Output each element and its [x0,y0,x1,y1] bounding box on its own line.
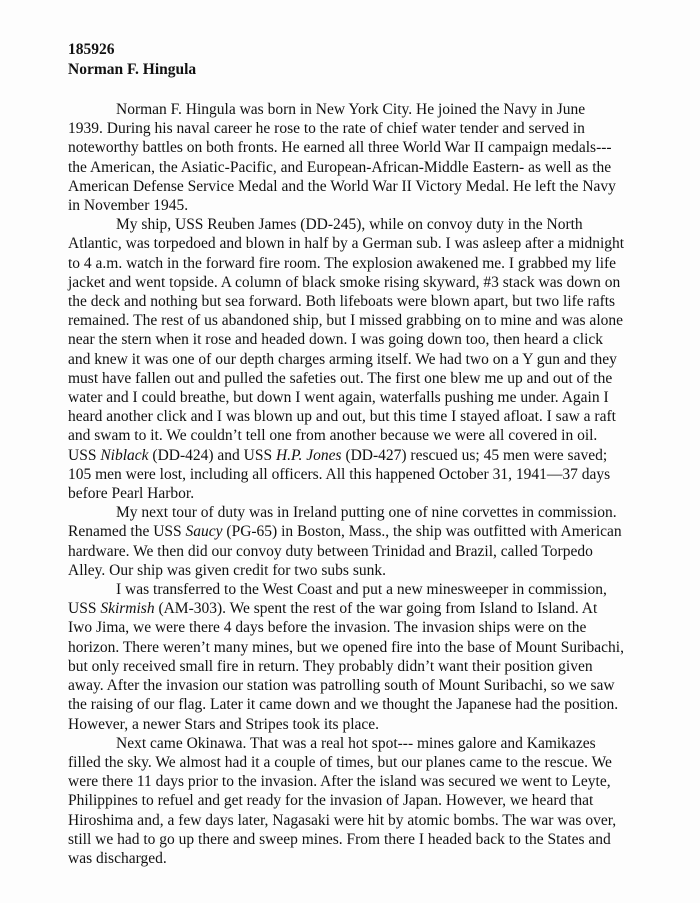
text-line: My next tour of duty was in Ireland putting one of nine corvettes in commission. [116,504,617,522]
ship-name: Skirmish [100,600,155,618]
text-line: hardware. We then did our convoy duty between Trinidad and Brazil, called Torpedo [68,542,593,560]
text-line: Iwo Jima, we were there 4 days before the invasion. The invasion ships were on the [68,619,587,637]
text-line: was discharged. [68,849,167,867]
paragraph [68,215,668,503]
document-body [68,40,668,868]
text-line: water and I could breathe, but down I went again, waterfalls pushing me under. Again I [68,389,609,407]
paragraph [68,734,668,868]
text-line: must have fallen out and pulled the safeties out. The first one blew me up and out of the [68,369,613,387]
text-line: away. After the invasion our station was patrolling south of Mount Suribachi, so we saw [68,677,615,695]
ship-name: Saucy [185,523,223,541]
text-line: jacket and went topside. A column of black smoke rising skyward, #3 stack was down on [68,273,621,291]
text-line: the deck and nothing but sea forward. Both lifeboats were blown apart, but two life rafts [68,293,616,311]
text-line: USS Niblack (DD-424) and USS H.P. Jones (DD-427) rescued us; 45 men were saved; [68,446,608,464]
text-line: remained. The rest of us abandoned ship, but I missed grabbing on to mine and was alone [68,312,624,330]
text-line: 105 men were lost, including all officers. All this happened October 31, 1941—37 days [68,465,611,483]
text-line: Renamed the USS Saucy (PG-65) in Boston, Mass., the ship was outfitted with American [68,523,622,541]
text-line: My ship, USS Reuben James (DD-245), while on convoy duty in the North [116,216,583,234]
text-line: Philippines to refuel and get ready for the invasion of Japan. However, we heard that [68,792,594,810]
text-line: Next came Okinawa. That was a real hot spot--- mines galore and Kamikazes [116,734,596,752]
text-line: Hiroshima and, a few days later, Nagasaki were hit by atomic bombs. The war was over, [68,811,617,829]
text-line: and knew it was one of our depth charges arming itself. We had two on a Y gun and they [68,350,617,368]
ship-name: H.P. Jones [275,446,342,464]
text-line: American Defense Service Medal and the World War II Victory Medal. He left the Navy [68,177,616,195]
veteran-name: Norman F. Hingula [68,61,197,78]
text-line: were there 11 days prior to the invasion. After the island was secured we went to Leyte, [68,773,611,791]
paragraph [68,503,668,580]
text-line: the raising of our flag. Later it came down and we thought the Japanese had the position. [68,696,619,714]
paragraphs [68,100,668,868]
text-line: the American, the Asiatic-Pacific, and European-African-Middle Eastern- as well as the [68,158,612,176]
text-line: to 4 a.m. watch in the forward fire room. The explosion awakened me. I grabbed my life [68,254,617,272]
text-line: However, a newer Stars and Stripes took its place. [68,715,380,733]
text-line: but only received small fire in return. They probably didn’t want their position given [68,657,593,675]
text-line: Alley. Our ship was given credit for two subs sunk. [68,561,386,579]
text-line: in November 1945. [68,197,189,215]
text-line: USS Skirmish (AM-303). We spent the rest of the war going from Island to Island. At [68,600,598,618]
text-line: noteworthy battles on both fronts. He earned all three World War II campaign medals--- [68,139,612,157]
text-line: 1939. During his naval career he rose to the rate of chief water tender and served in [68,120,585,138]
text-line: filled the sky. We almost had it a couple of times, but our planes came to the rescue. We [68,753,612,771]
text-line: I was transferred to the West Coast and put a new minesweeper in commission, [116,581,607,599]
paragraph [68,100,668,215]
ship-name: Niblack [100,446,149,464]
text-line: Atlantic, was torpedoed and blown in half by a German sub. I was asleep after a midnight [68,235,625,253]
text-line: near the stern when it rose and headed down. I was going down too, then heard a click [68,331,604,349]
text-line: Norman F. Hingula was born in New York City. He joined the Navy in June [116,101,586,118]
text-line: still we had to go up there and sweep mines. From there I headed back to the States and [68,830,611,848]
text-line: and swam to it. We couldn’t tell one from another because we were all covered in oil. [68,427,598,445]
paragraph [68,580,668,734]
text-line: before Pearl Harbor. [68,485,195,503]
text-line: heard another click and I was blown up and out, but this time I stayed afloat. I saw a raft [68,408,616,426]
text-line: horizon. There weren’t many mines, but we opened fire into the base of Mount Suribachi, [68,638,624,656]
service-number: 185926 [68,41,115,58]
document-header [68,40,668,80]
